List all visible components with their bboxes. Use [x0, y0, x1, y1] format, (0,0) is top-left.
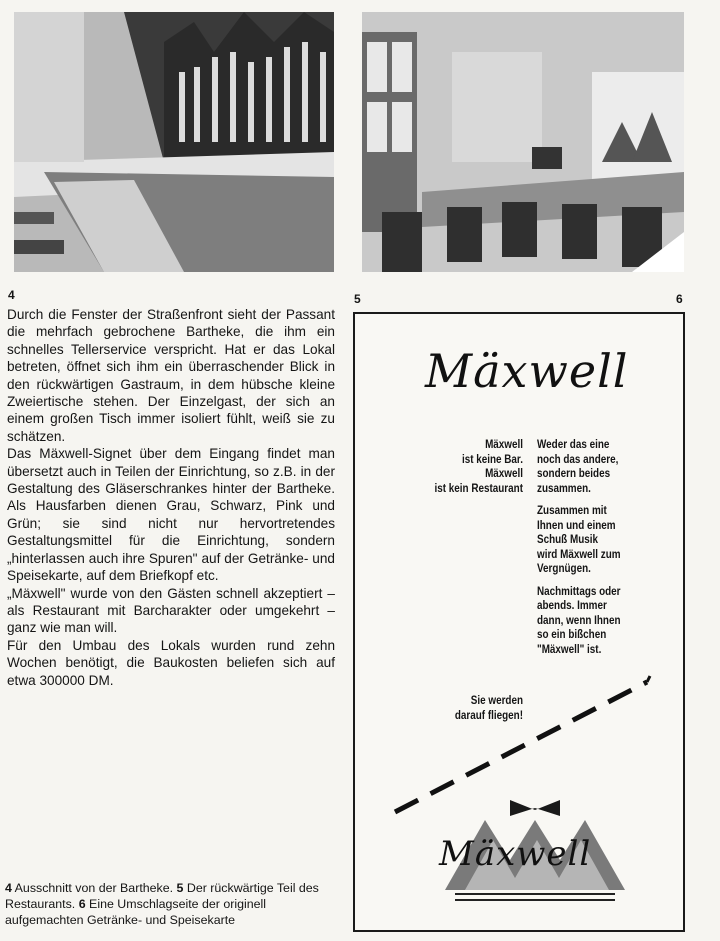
caption-text-4: Ausschnitt von der Bartheke. [11, 881, 177, 895]
caption-num-6: 6 [78, 897, 86, 912]
card-line: "Mäxwell" ist. [537, 643, 602, 656]
card-line: abends. Immer [537, 600, 607, 612]
card-line: Nachmittags oder [537, 585, 621, 598]
photo-dining-room [362, 12, 684, 272]
card-line: Weder das eine [537, 439, 610, 451]
figure-caption [5, 880, 335, 929]
figure-number-5: 5 [354, 292, 361, 306]
card-logo-script: Mäxwell [425, 344, 629, 398]
paragraph: Für den Umbau des Lokals wurden rund zehn Wochen benötigt, die Baukosten beliefen sich auf etwa 300000 DM. [7, 637, 335, 688]
card-line: Mäxwell [485, 439, 523, 451]
card-line: noch das andere, [537, 453, 619, 466]
card-line: Sie werden [470, 695, 523, 707]
bow-tie-icon [510, 800, 560, 816]
dining-room-illustration [362, 12, 684, 272]
article-body [7, 306, 335, 689]
photo-bar-counter [14, 12, 334, 272]
paragraph: Das Mäxwell-Signet über dem Eingang findet man übersetzt auch in Teilen der Einrichtung, so z.B. in der Gestaltung des Gläserschrankes hinter der Bartheke. Als Hausfarben dienen Grau, Schwarz, Pink und Grün; sie sind nicht nur hervortretendes Gestaltungsmittel für die Einrichtung, sondern „hinterlassen auch ihre Spuren" auf der Getränke- und Speisekarte, auf dem Briefkopf etc. [7, 446, 335, 584]
card-bottom-script: Mäxwell [439, 834, 592, 874]
figure-number-4: 4 [8, 288, 15, 302]
card-line: Ihnen und einem [537, 519, 616, 532]
card-line: wird Mäxwell zum [537, 548, 621, 561]
card-line: so ein bißchen [537, 629, 607, 641]
caption-num-4: 4 [5, 881, 12, 895]
card-line: Schuß Musik [537, 534, 599, 546]
menu-card [353, 312, 685, 932]
card-line: darauf fliegen! [454, 709, 523, 722]
caption-text-5: Der rückwärtige Teil des Restaurants. [5, 881, 319, 912]
card-line: Zusammen mit [537, 505, 607, 517]
card-line: sondern beides [537, 468, 611, 480]
caption-num-5: 5 [176, 881, 184, 895]
card-line: dann, wenn Ihnen [537, 614, 621, 627]
bar-counter-illustration [14, 12, 334, 272]
card-line: Vergnügen. [537, 563, 591, 575]
card-line: zusammen. [537, 482, 591, 495]
caption-text-6: Eine Umschlagseite der originell aufgemachten Getränke- und Speisekarte [5, 897, 267, 928]
paragraph: Durch die Fenster der Straßenfront sieht der Passant die mehrfach gebrochene Bartheke, die ihm ein schnelles Tellerservice verspricht. Hat er das Lokal betreten, öffnet sich ihm ein überraschender Blick in den rückwärtigen Gastraum, in dem hübsche kleine Zweiertische stehen. Der Einzelgast, der sich an einem großen Tisch immer isoliert fühlt, weiß sie zu schätzen. [7, 307, 335, 444]
card-line: ist keine Bar. [461, 453, 523, 466]
figure-number-6: 6 [676, 292, 683, 306]
paragraph: „Mäxwell" wurde von den Gästen schnell akzeptiert – als Restaurant mit Barcharakter oder umgekehrt – ganz wie man will. [7, 585, 335, 636]
card-line: Mäxwell [485, 468, 523, 480]
card-line: ist kein Restaurant [434, 482, 523, 495]
